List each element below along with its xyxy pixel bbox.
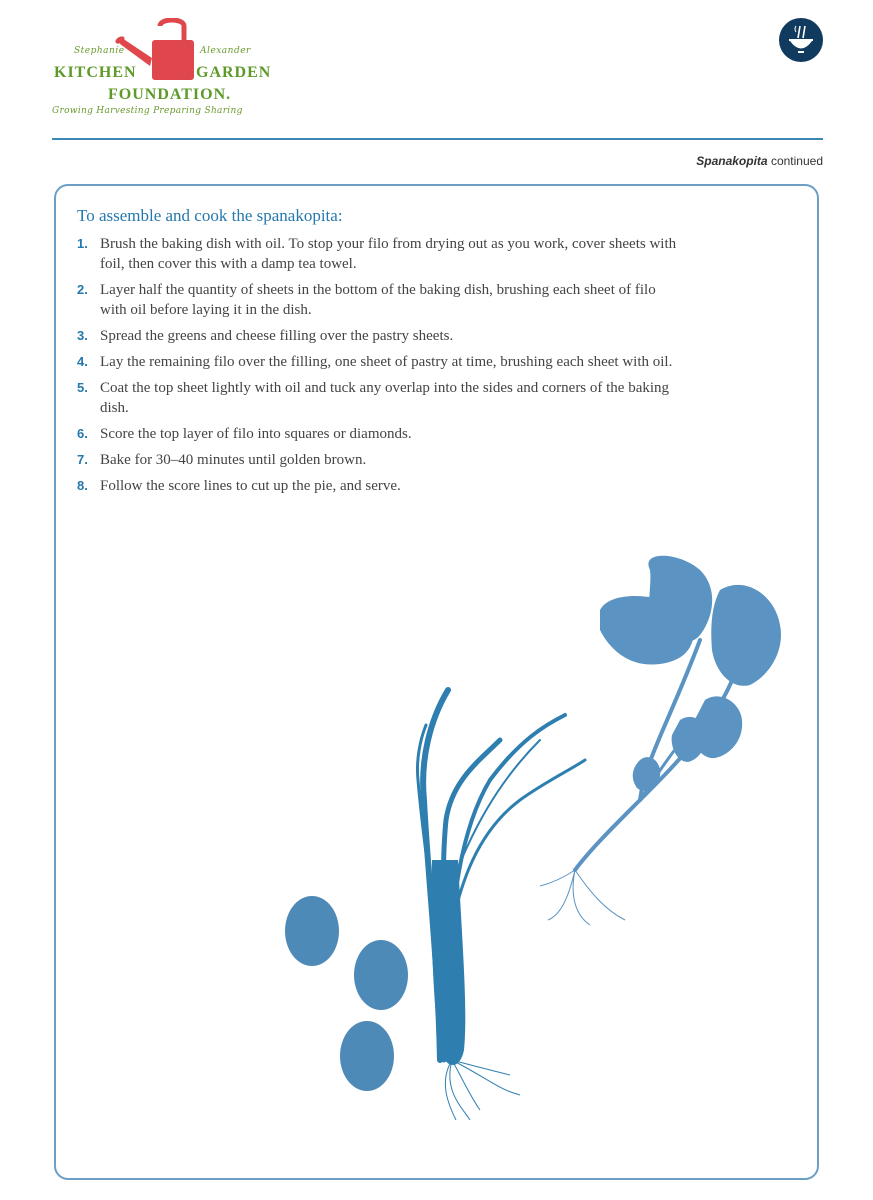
logo-foundation: FOUNDATION. xyxy=(108,86,232,103)
step-text: Bake for 30–40 minutes until golden brown. xyxy=(100,452,367,468)
spinach-roots xyxy=(540,870,625,925)
egg-illustration xyxy=(285,896,339,966)
logo-garden: GARDEN xyxy=(196,64,272,81)
onion-roots xyxy=(445,1060,520,1120)
step-text: Score the top layer of filo into squares or diamonds. xyxy=(100,426,412,442)
step-number: 5. xyxy=(77,380,88,395)
logo-name-right: Alexander xyxy=(200,46,251,56)
step-number: 6. xyxy=(77,426,88,441)
step-text: Lay the remaining filo over the filling, one sheet of pastry at time, brushing each sheet with oil. xyxy=(100,354,673,370)
spinach-illustration xyxy=(600,556,781,791)
step-text: Spread the greens and cheese filling over the pastry sheets. xyxy=(100,328,454,344)
logo-tagline: Growing Harvesting Preparing Sharing xyxy=(52,106,243,116)
step-number: 2. xyxy=(77,282,88,297)
egg-illustration xyxy=(340,1021,394,1091)
egg-illustration xyxy=(354,940,408,1010)
step-text: Brush the baking dish with oil. To stop your filo from drying out as you work, cover sheets with foil, then cover this with a damp tea towel. xyxy=(100,236,677,272)
step-number: 4. xyxy=(77,354,88,369)
recipe-title: Spanakopita xyxy=(696,154,768,168)
step-text: Coat the top sheet lightly with oil and tuck any overlap into the sides and corners of the baking dish. xyxy=(100,380,670,416)
section-heading: To assemble and cook the spanakopita: xyxy=(77,206,343,225)
logo-name-left: Stephanie xyxy=(74,46,125,56)
step-number: 3. xyxy=(77,328,88,343)
step-number: 8. xyxy=(77,478,88,493)
step-text: Layer half the quantity of sheets in the bottom of the baking dish, brushing each sheet of filo with oil before laying it in the dish. xyxy=(100,282,656,318)
continued-text: continued xyxy=(770,154,823,168)
step-text: Follow the score lines to cut up the pie, and serve. xyxy=(100,478,401,494)
logo-kitchen: KITCHEN xyxy=(54,64,137,81)
step-number: 1. xyxy=(77,236,88,251)
step-number: 7. xyxy=(77,452,88,467)
